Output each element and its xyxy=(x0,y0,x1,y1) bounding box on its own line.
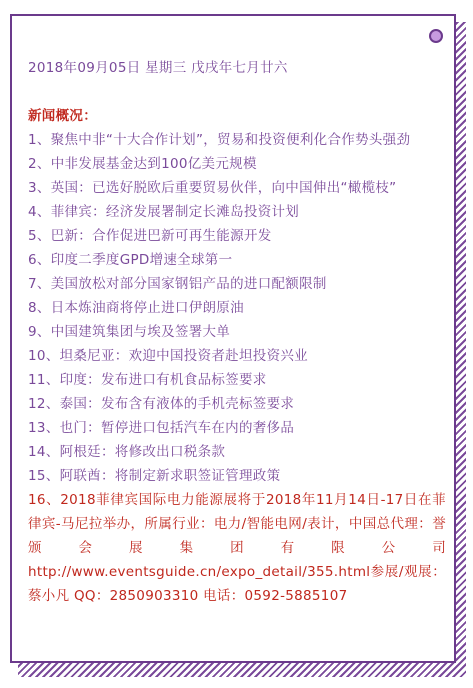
news-item-15: 15、阿联酋：将制定新求职签证管理政策 xyxy=(28,468,281,484)
news-item-5: 5、巴新：合作促进巴新可再生能源开发 xyxy=(28,228,272,244)
news-item-11: 11、印度：发布进口有机食品标签要求 xyxy=(28,372,267,388)
news-item-12: 12、泰国：发布含有液体的手机壳标签要求 xyxy=(28,396,295,412)
news-item-8: 8、日本炼油商将停止进口伊朗原油 xyxy=(28,300,244,316)
news-item-14: 14、阿根廷：将修改出口税条款 xyxy=(28,444,226,460)
news-item-16-expo: 16、2018菲律宾国际电力能源展将于2018年11月14日-17日在菲律宾-马尼拉举办，所属行业：电力/智能电网/表计，中国总代理：誉颁会展集团有限公司http://www.eventsguide.cn/expo_detail/355.html参展/观展：蔡小凡 QQ：2850903310 电话：0592-5885107 xyxy=(28,492,446,604)
news-content xyxy=(28,56,446,608)
news-item-3: 3、英国：已选好脱欧后重要贸易伙伴，向中国伸出“橄榄枝” xyxy=(28,180,397,196)
news-item-13: 13、也门：暂停进口包括汽车在内的奢侈品 xyxy=(28,420,295,436)
news-heading: 新闻概况： xyxy=(28,108,97,124)
circle-icon xyxy=(429,29,443,43)
date-line: 2018年09月05日 星期三 戊戌年七月廿六 xyxy=(28,60,288,76)
news-item-2: 2、中非发展基金达到100亿美元规模 xyxy=(28,156,257,172)
news-item-1: 1、聚焦中非“十大合作计划”，贸易和投资便利化合作势头强劲 xyxy=(28,132,411,148)
news-item-4: 4、菲律宾：经济发展署制定长滩岛投资计划 xyxy=(28,204,300,220)
news-item-7: 7、美国放松对部分国家钢铝产品的进口配额限制 xyxy=(28,276,327,292)
news-item-6: 6、印度二季度GPD增速全球第一 xyxy=(28,252,233,268)
news-item-9: 9、中国建筑集团与埃及签署大单 xyxy=(28,324,231,340)
news-item-10: 10、坦桑尼亚：欢迎中国投资者赴坦投资兴业 xyxy=(28,348,308,364)
